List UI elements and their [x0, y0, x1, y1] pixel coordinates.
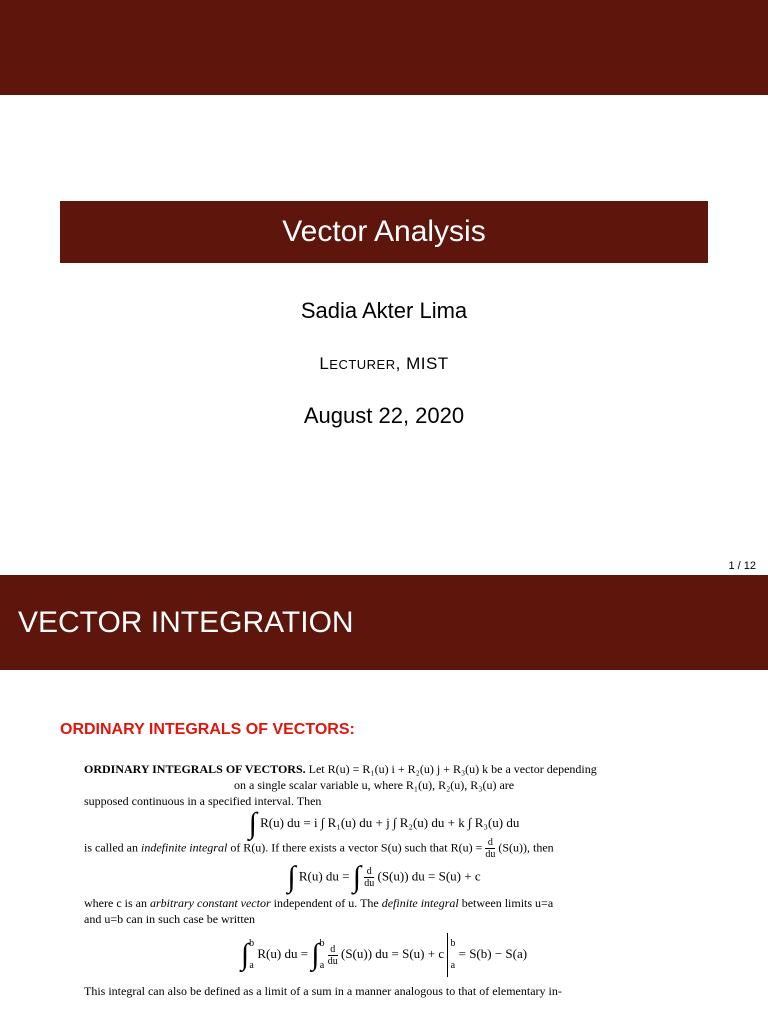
integral-sign: ∫ — [311, 938, 320, 971]
affiliation-initial: L — [319, 354, 330, 373]
derivative-fraction — [364, 866, 374, 889]
presentation-title: Vector Analysis — [60, 201, 708, 263]
affiliation — [0, 354, 768, 374]
limit-upper: b — [450, 938, 456, 949]
integral-limits — [320, 933, 325, 977]
equation-3 — [84, 933, 684, 977]
scan-line: and u=b can in such case be written — [84, 912, 256, 926]
scan-text: of R(u). If there exists a vector S(u) such that R(u) = — [227, 840, 486, 855]
equation-2 — [84, 860, 684, 894]
scan-text: between limits u=a — [458, 896, 554, 910]
frac-den: du — [364, 878, 375, 889]
scanned-textbook-excerpt — [84, 761, 684, 999]
author-name: Sadia Akter Lima — [300, 298, 468, 323]
page-number: 1 / 12 — [728, 560, 756, 572]
equation-text: (S(u)) du = S(u) + c — [374, 868, 481, 884]
limit-lower: a — [319, 960, 325, 971]
scan-italic: indefinite integral — [140, 840, 228, 855]
affiliation-org: , MIST — [395, 354, 449, 373]
derivative-fraction — [328, 944, 338, 967]
frac-den: du — [485, 849, 496, 860]
equation-text: R(u) du = — [257, 945, 312, 961]
presentation-date: August 22, 2020 — [303, 403, 465, 428]
frac-num: d — [328, 944, 338, 956]
integral-sign: ∫ — [352, 860, 361, 894]
scan-text: is called an — [84, 840, 141, 855]
derivative-fraction — [485, 837, 495, 860]
equation-text: R(u) du = i ∫ R₁(u) du + j ∫ R₂(u) du + k ∫ R₃(u) du — [260, 815, 520, 830]
frac-num: d — [364, 866, 374, 878]
limit-upper: b — [319, 938, 325, 949]
scan-italic: definite integral — [381, 896, 459, 910]
scan-lead: ORDINARY INTEGRALS OF VECTORS. — [84, 762, 306, 776]
limit-upper: b — [249, 938, 255, 949]
frac-den: du — [327, 955, 338, 967]
frame-title: VECTOR INTEGRATION — [0, 575, 768, 670]
affiliation-smallcaps: ECTURER — [329, 357, 396, 372]
equation-1 — [84, 807, 684, 841]
scan-paragraph-2 — [84, 837, 684, 860]
scan-paragraph-3 — [84, 895, 684, 911]
integral-sign: ∫ — [240, 938, 250, 971]
scan-line: Let R(u) = R₁(u) i + R₂(u) j + R₃(u) k be a vector depending — [305, 762, 597, 776]
equation-text: = S(b) − S(a) — [455, 945, 528, 961]
integral-sign: ∫ — [287, 860, 296, 894]
top-banner — [0, 0, 768, 95]
vector-integration-slide — [0, 575, 768, 1024]
scan-text: where c is an — [84, 896, 150, 910]
scan-line: supposed continuous in a specified interval. Then — [84, 794, 322, 808]
scan-text: independent of u. The — [270, 896, 382, 910]
scan-paragraph-1 — [84, 761, 684, 777]
frac-num: d — [485, 837, 495, 849]
equation-text: (S(u)) du = S(u) + c — [337, 945, 445, 961]
scan-line: on a single scalar variable u, where R₁(u), R₂(u), R₃(u) are — [234, 778, 515, 792]
integral-sign: ∫ — [248, 807, 257, 841]
limit-lower: a — [450, 960, 456, 971]
scan-italic: arbitrary constant vector — [149, 896, 271, 910]
integral-limits — [249, 933, 254, 977]
limit-lower: a — [249, 960, 254, 971]
equation-text: R(u) du = — [298, 868, 353, 884]
section-heading: ORDINARY INTEGRALS OF VECTORS: — [60, 721, 355, 738]
scan-text: (S(u)), then — [495, 840, 554, 855]
scan-line: This integral can also be defined as a limit of a sum in a manner analogous to that of elementary in- — [84, 984, 562, 998]
